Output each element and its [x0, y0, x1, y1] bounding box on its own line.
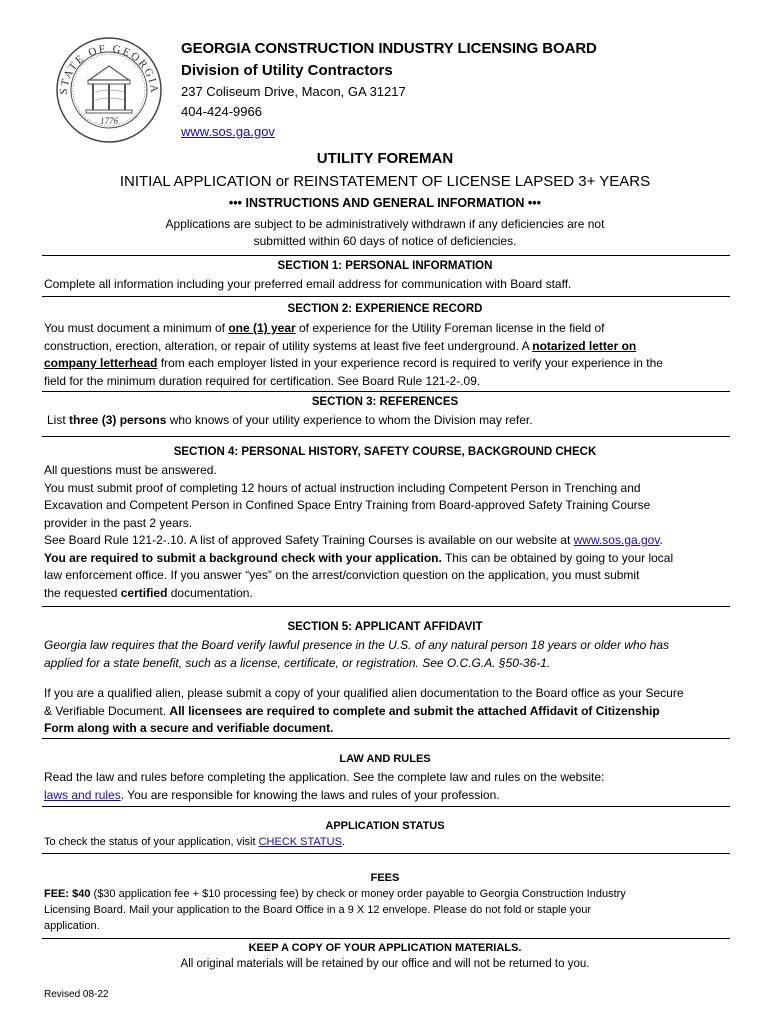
s2-text: of experience for the Utility Foreman license in the field of [295, 321, 605, 335]
section-2-text [44, 320, 734, 390]
divider [42, 806, 730, 807]
s4-text: All questions must be answered. [44, 463, 217, 477]
board-header [181, 38, 741, 142]
s2-notarized-letter: notarized letter on [532, 338, 637, 353]
s4-text: provider in the past 2 years. [44, 515, 193, 530]
divider [42, 938, 730, 939]
section-3-text [47, 412, 737, 430]
section-5-heading: SECTION 5: APPLICANT AFFIDAVIT [287, 621, 483, 633]
law-rules-heading: LAW AND RULES [339, 753, 431, 765]
application-status-text [44, 834, 734, 850]
seal-year: 1776 [100, 116, 118, 126]
fee-amount: FEE: $40 [44, 888, 91, 900]
divider [42, 606, 730, 607]
s4-certified: certified [120, 585, 168, 600]
section-4-heading: SECTION 4: PERSONAL HISTORY, SAFETY COURSE, BACKGROUND CHECK [173, 446, 597, 458]
board-phone: 404-424-9966 [181, 104, 262, 119]
keep-copy-text: All original materials will be retained by our office and will not be returned to you. [180, 958, 590, 970]
s2-text: from each employer listed in your experience record is required to verify your experience in the [157, 356, 663, 370]
s3-text: List [47, 413, 70, 427]
s2-company-letterhead: company letterhead [44, 356, 158, 370]
withdrawal-notice [100, 216, 670, 250]
s2-text: field for the minimum duration required for certification. See Board Rule 121-2-.09. [44, 373, 481, 388]
law-text: Read the law and rules before completing the application. See the complete law and rules on the website: [44, 770, 605, 784]
section-5-italic-text [44, 637, 734, 672]
withdrawal-notice-line-2: submitted within 60 days of notice of deficiencies. [253, 234, 517, 248]
s2-text: construction, erection, alteration, or repair of utility systems at least five feet underground. A [44, 338, 533, 353]
instructions-heading: ••• INSTRUCTIONS AND GENERAL INFORMATION ••• [228, 196, 542, 210]
s4-text: This can be obtained by going to your local [441, 550, 674, 565]
law-text: . You are responsible for knowing the laws and rules of your profession. [120, 787, 500, 802]
status-text: To check the status of your application, visit [44, 836, 259, 848]
laws-and-rules-link[interactable]: laws and rules [44, 787, 121, 802]
seal-ring-text: STATE OF GEORGIA [57, 42, 161, 96]
s2-text: You must document a minimum of [44, 321, 229, 335]
s5-italic: Georgia law requires that the Board verify lawful presence in the U.S. of any natural person 18 years or older who has [44, 638, 670, 652]
section-5-text [44, 685, 734, 738]
section-2-heading: SECTION 2: EXPERIENCE RECORD [287, 303, 483, 315]
s3-text: who knows of your utility experience to whom the Division may refer. [166, 413, 533, 427]
revision-date: Revised 08-22 [44, 989, 109, 1000]
s4-text: . [659, 533, 663, 547]
fees-text-line: application. [44, 920, 100, 932]
divider [42, 853, 730, 854]
s5-affidavit-requirement: All licensees are required to complete and submit the attached Affidavit of Citizenship [169, 703, 660, 718]
section-1-text: Complete all information including your preferred email address for communication with Board staff. [44, 277, 572, 291]
sos-website-link[interactable]: www.sos.ga.gov [573, 533, 660, 547]
georgia-state-seal-icon [55, 36, 163, 144]
s5-italic: applied for a state benefit, such as a license, certificate, or registration. See O.C.G.A. §50-36-1. [44, 655, 551, 670]
board-address: 237 Coliseum Drive, Macon, GA 31217 [181, 84, 406, 99]
division-name: Division of Utility Contractors [181, 62, 393, 79]
s2-one-year: one (1) year [228, 321, 296, 335]
keep-copy-heading: KEEP A COPY OF YOUR APPLICATION MATERIALS. [248, 942, 522, 954]
divider [42, 738, 730, 739]
form-title: UTILITY FOREMAN [316, 150, 454, 167]
fees-heading: FEES [370, 872, 400, 884]
s5-affidavit-requirement: Form along with a secure and verifiable document. [44, 721, 334, 735]
check-status-link[interactable]: CHECK STATUS [258, 836, 342, 848]
s4-background-check: You are required to submit a background check with your application. [44, 550, 442, 565]
s4-text: You must submit proof of completing 12 hours of actual instruction including Competent Person in Trenching and [44, 480, 641, 495]
divider [42, 296, 730, 297]
application-status-heading: APPLICATION STATUS [325, 820, 445, 832]
section-4-text [44, 462, 734, 602]
fees-text-line: Licensing Board. Mail your application to the Board Office in a 9 X 12 envelope. Please do not fold or staple your [44, 904, 592, 916]
divider [42, 391, 730, 392]
s5-text: & Verifiable Document. [44, 703, 170, 718]
s4-text: See Board Rule 121-2-.10. A list of approved Safety Training Courses is available on our website at [44, 533, 574, 547]
s4-text: law enforcement office. If you answer “yes” on the arrest/conviction question on the application, you must submit [44, 568, 640, 582]
form-subtitle: INITIAL APPLICATION or REINSTATEMENT OF LICENSE LAPSED 3+ YEARS [119, 173, 651, 190]
s4-text: documentation. [167, 585, 253, 600]
section-1-heading: SECTION 1: PERSONAL INFORMATION [277, 260, 493, 272]
fees-text-line: ($30 application fee + $10 processing fee) by check or money order payable to Georgia Construction Industry [90, 888, 626, 900]
s5-text: If you are a qualified alien, please submit a copy of your qualified alien documentation to the Board office as your Secure [44, 686, 684, 700]
s4-text: the requested [44, 585, 121, 600]
s3-three-persons: three (3) persons [69, 413, 167, 427]
divider [42, 436, 730, 437]
withdrawal-notice-line-1: Applications are subject to be administratively withdrawn if any deficiencies are not [165, 217, 605, 231]
board-website-link[interactable]: www.sos.ga.gov [181, 124, 275, 139]
divider [42, 255, 730, 256]
status-text: . [341, 836, 345, 848]
fees-text [44, 886, 734, 934]
s4-text: Excavation and Competent Person in Confined Space Entry Training from Board-approved Safety Training Course [44, 498, 651, 512]
section-3-heading: SECTION 3: REFERENCES [311, 396, 459, 408]
board-name: GEORGIA CONSTRUCTION INDUSTRY LICENSING BOARD [181, 40, 597, 57]
law-rules-text [44, 769, 734, 804]
